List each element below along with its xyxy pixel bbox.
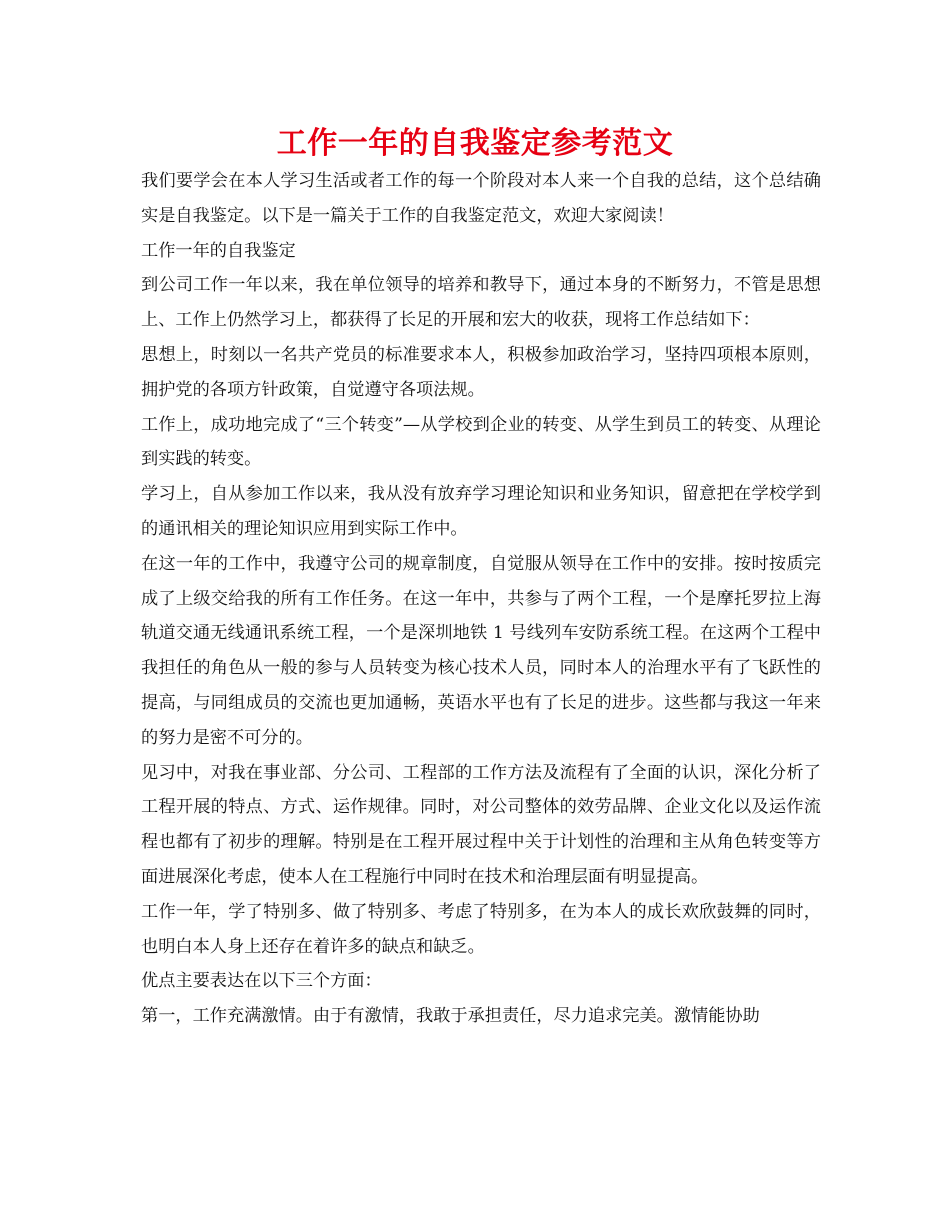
document-body [141,164,821,1034]
paragraph-opening: 到公司工作一年以来，我在单位领导的培养和教导下，通过本身的不断努力，不管是思想上、工作上仍然学习上，都获得了长足的开展和宏大的收获，现将工作总结如下： [141,275,821,331]
paragraph-subtitle: 工作一年的自我鉴定 [141,240,296,261]
paragraph-year-work: 在这一年的工作中，我遵守公司的规章制度，自觉服从领导在工作中的安排。按时按质完成了上级交给我的所有工作任务。在这一年中，共参与了两个工程，一个是摩托罗拉上海轨道交通无线通讯系统工程，一个是深圳地铁 1 号线列车安防系统工程。在这两个工程中我担任的角色从一般的参与人员转变为核心技术人员，同时本人的治理水平有了飞跃性的提高，与同组成员的交流也更加通畅，英语水平也有了长足的进步。这些都与我这一年来的努力是密不可分的。 [141,553,821,748]
paragraph-strengths-intro: 优点主要表达在以下三个方面： [141,971,382,992]
paragraph-first-strength: 第一，工作充满激情。由于有激情，我敢于承担责任，尽力追求完美。激情能协助 [141,1006,760,1027]
paragraph-study: 学习上，自从参加工作以来，我从没有放弃学习理论知识和业务知识，留意把在学校学到的通讯相关的理论知识应用到实际工作中。 [141,484,821,539]
paragraph-intro: 我们要学会在本人学习生活或者工作的每一个阶段对本人来一个自我的总结，这个总结确实是自我鉴定。以下是一篇关于工作的自我鉴定范文，欢迎大家阅读！ [141,171,821,226]
paragraph-thought: 思想上，时刻以一名共产党员的标准要求本人，积极参加政治学习，坚持四项根本原则，拥护党的各项方针政策，自觉遵守各项法规。 [141,344,821,400]
paragraph-reflection: 工作一年，学了特别多、做了特别多、考虑了特别多，在为本人的成长欢欣鼓舞的同时，也明白本人身上还存在着许多的缺点和缺乏。 [141,901,821,957]
paragraph-internship: 见习中，对我在事业部、分公司、工程部的工作方法及流程有了全面的认识，深化分析了工程开展的特点、方式、运作规律。同时，对公司整体的效劳品牌、企业文化以及运作流程也都有了初步的理解。特别是在工程开展过程中关于计划性的治理和主从角色转变等方面进展深化考虑，使本人在工程施行中同时在技术和治理层面有明显提高。 [141,762,821,887]
document-title: 工作一年的自我鉴定参考范文 [276,126,674,161]
paragraph-work: 工作上，成功地完成了“三个转变”—从学校到企业的转变、从学生到员工的转变、从理论到实践的转变。 [141,414,821,470]
